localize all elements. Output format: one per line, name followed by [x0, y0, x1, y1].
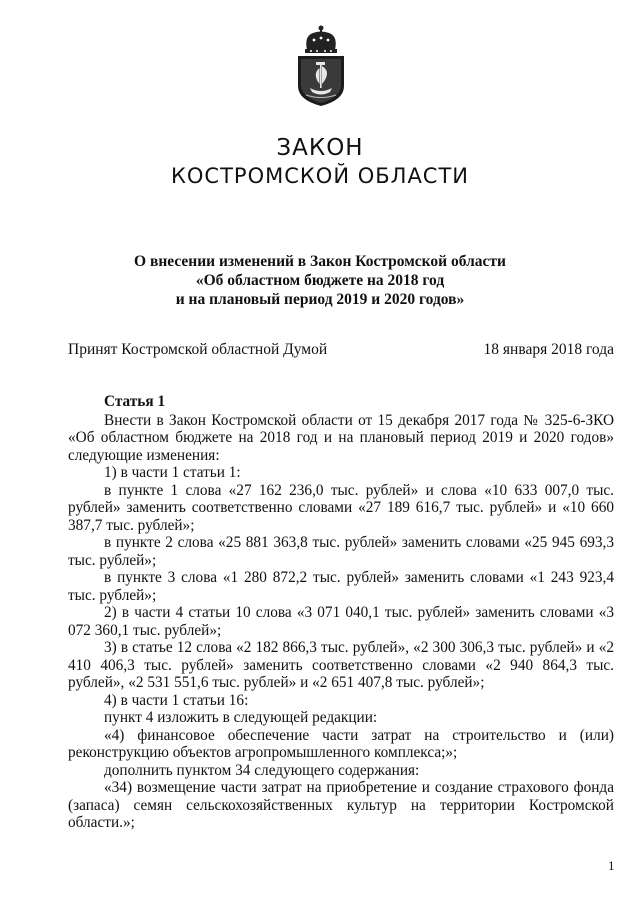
paragraph: пункт 4 изложить в следующей редакции:	[104, 709, 378, 726]
adoption-date: 18 января 2018 года	[483, 341, 614, 358]
paragraph: «4) финансовое обеспечение части затрат на строительство и (или) реконструкцию объектов агропромышленного комплекса;»;	[68, 726, 614, 761]
adoption-line	[68, 340, 614, 359]
paragraph: дополнить пунктом 34 следующего содержания:	[104, 761, 420, 779]
page-number: 1	[608, 858, 615, 873]
paragraph: 2) в части 4 статьи 10 слова «3 071 040,1 тыс. рублей» заменить словами «3 072 360,1 тыс. рублей»;	[68, 604, 614, 639]
region-name-heading: КОСТРОМСКОЙ ОБЛАСТИ	[170, 164, 470, 188]
subject-line: «Об областном бюджете на 2018 год	[195, 272, 445, 289]
law-subject	[80, 252, 560, 309]
paragraph: в пункте 3 слова «1 280 872,2 тыс. рублей» заменить словами «1 243 923,4 тыс. рублей»;	[68, 569, 614, 604]
paragraph: 1) в части 1 статьи 1:	[104, 464, 241, 481]
kostroma-coat-of-arms-icon	[290, 24, 352, 108]
paragraph: Внести в Закон Костромской области от 15 декабря 2017 года № 325-6-ЗКО «Об областном бюджете на 2018 год и на плановый период 2019 и 2020 годов» следующие изменения:	[68, 411, 614, 464]
paragraph: «34) возмещение части затрат на приобретение и создание страхового фонда (запаса) семян сельскохозяйственных культур на территории Костромской области.»;	[68, 779, 614, 831]
adopted-by-text: Принят Костромской областной Думой	[68, 341, 328, 358]
article-body	[68, 393, 614, 832]
subject-line: О внесении изменений в Закон Костромской области	[134, 253, 506, 270]
paragraph: 3) в статье 12 слова «2 182 866,3 тыс. рублей», «2 300 306,3 тыс. рублей» и «2 410 406,3 тыс. рублей» заменить соответственно словами «2 940 864,3 тыс. рублей», «2 531 551,6 тыс. рублей» и «2 651 407,8 тыс. рублей»;	[68, 639, 614, 691]
subject-line: и на плановый период 2019 и 2020 годов»	[175, 291, 465, 308]
article-title: Статья 1	[104, 393, 166, 410]
paragraph: в пункте 2 слова «25 881 363,8 тыс. рублей» заменить словами «25 945 693,3 тыс. рублей»;	[68, 534, 614, 569]
paragraph: 4) в части 1 статьи 16:	[104, 691, 249, 709]
paragraph: в пункте 1 слова «27 162 236,0 тыс. рублей» и слова «10 633 007,0 тыс. рублей» заменить соответственно словами «27 189 616,7 тыс. рублей» и «10 660 387,7 тыс. рублей»;	[68, 481, 614, 534]
law-heading: ЗАКОН	[276, 135, 364, 161]
